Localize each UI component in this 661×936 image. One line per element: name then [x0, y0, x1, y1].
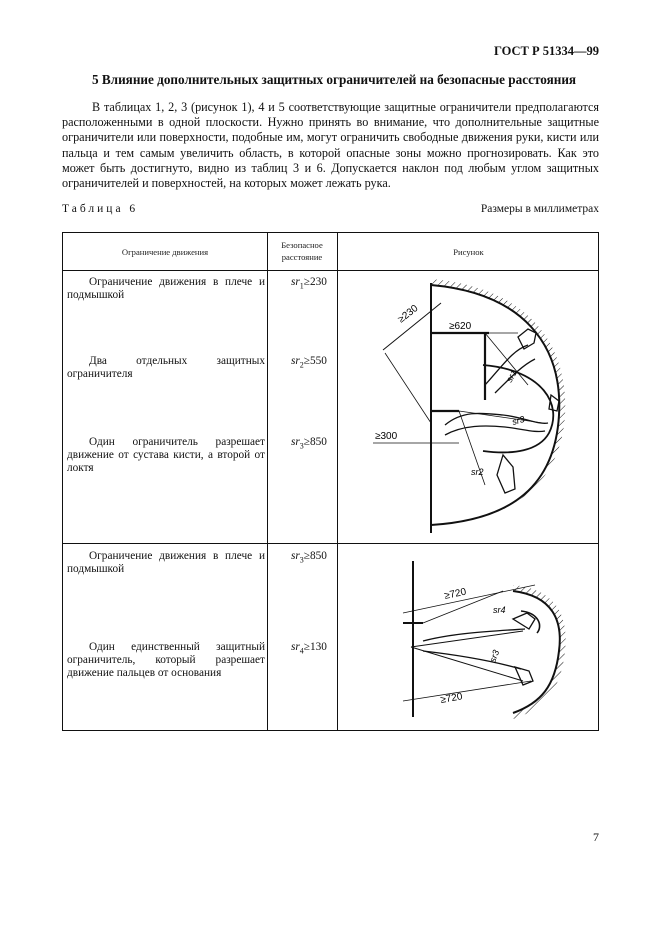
boundary-hatch	[513, 585, 566, 719]
label-sr3: sr3	[510, 414, 526, 427]
document-id: ГОСТ Р 51334—99	[493, 44, 599, 58]
label-sr3: sr3	[487, 648, 502, 664]
column-divider	[267, 233, 268, 730]
label-sr1: sr1	[504, 368, 519, 384]
header-distance-line1: Безопасное	[281, 240, 323, 250]
table-units: Размеры в миллиметрах	[480, 203, 599, 215]
page-number: 7	[593, 830, 599, 844]
label-230: ≥230	[396, 303, 421, 326]
safety-distance: $sr_4\ge 130$	[291, 641, 327, 656]
column-divider	[337, 233, 338, 730]
label-sr2: sr2	[471, 467, 484, 477]
section-title: 5 Влияние дополнительных защитных ограничителей на безопасные расстояния	[92, 72, 577, 87]
boundary-hatch	[425, 279, 565, 525]
row-text: Два отдельных защитных ограничителя	[67, 355, 265, 380]
header-row-divider	[63, 270, 598, 271]
row-text: Ограничение движения в плече и подмышкой	[67, 550, 265, 575]
safety-distance: $sr_3\ge 850$	[291, 436, 327, 451]
figure-finger-reach-single-guard	[363, 551, 599, 731]
header-restriction: Ограничение движения	[121, 247, 209, 257]
row-text: Один единственный защитный ограничитель, который разрешает движение пальцев от основания	[67, 641, 265, 679]
group-divider	[63, 543, 598, 544]
figure-arm-reach-multiple-guards	[363, 275, 599, 537]
label-300: ≥300	[375, 431, 398, 442]
safety-distance: $sr_2\ge 550$	[291, 355, 327, 370]
label-720-top: ≥720	[443, 586, 468, 602]
safety-distance: $sr_1\ge 230$	[291, 276, 327, 291]
label-sr4: sr4	[493, 605, 506, 615]
label-620: ≥620	[449, 321, 472, 332]
safety-distance: $sr_3\ge 850$	[291, 550, 327, 565]
header-figure: Рисунок	[453, 247, 484, 257]
label-720-bottom: ≥720	[439, 691, 464, 706]
row-text: Один ограничитель разрешает движение от сустава кисти, а второй от локтя	[67, 436, 265, 474]
header-distance-line2: расстояние	[281, 252, 323, 262]
table-6	[62, 232, 599, 731]
table-caption: Таблица 6	[62, 203, 139, 215]
section-paragraph: В таблицах 1, 2, 3 (рисунок 1), 4 и 5 соответствующие защитные ограничители предполагаются расположенными в одной плоскости. Нужно принять во внимание, что дополнительные защитные ограничители или поверхности, подобные им, могут ограничить свободные движения руки, кисти или пальца и тем самым увеличить область, в которой опасные зоны можно прогнозировать. Как это может быть достигнуто, видно из таблиц 3 и 6. Допускается наклон под любым углом защитных ограничителей и поверхностей, на которых может лежать рука.	[62, 100, 599, 191]
row-text: Ограничение движения в плече и подмышкой	[67, 276, 265, 301]
